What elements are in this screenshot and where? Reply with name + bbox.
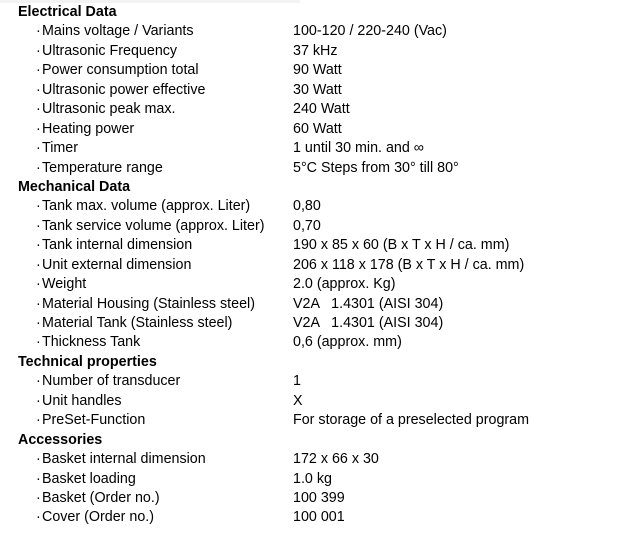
spec-sheet <box>0 3 629 528</box>
spec-row <box>0 275 629 294</box>
spec-value: For storage of a preselected program <box>293 412 530 429</box>
spec-label: PreSet-Function <box>42 412 146 429</box>
spec-row <box>0 411 629 430</box>
bullet-icon: · <box>36 159 41 176</box>
spec-value: 1.0 kg <box>293 470 332 487</box>
bullet-icon: · <box>36 101 41 118</box>
spec-value: 37 kHz <box>293 42 338 59</box>
spec-row <box>0 314 629 333</box>
spec-value: 100 001 <box>293 509 345 526</box>
spec-value: 206 x 118 x 178 (B x T x H / ca. mm) <box>293 256 525 273</box>
bullet-icon: · <box>36 509 41 526</box>
bullet-icon: · <box>36 489 41 506</box>
spec-label: Basket internal dimension <box>42 451 206 468</box>
spec-row <box>0 256 629 275</box>
spec-value: 1 until 30 min. and ∞ <box>293 140 424 157</box>
spec-label: Thickness Tank <box>42 334 141 351</box>
spec-label: Cover (Order no.) <box>42 509 155 526</box>
spec-row <box>0 508 629 527</box>
spec-value: 2.0 (approx. Kg) <box>293 276 396 293</box>
bullet-icon: · <box>36 42 41 59</box>
bullet-icon: · <box>36 295 41 312</box>
spec-label: Heating power <box>42 120 135 137</box>
spec-label: Basket (Order no.) <box>42 489 160 506</box>
spec-label: Basket loading <box>42 470 136 487</box>
spec-row <box>0 159 629 178</box>
spec-value: 0,70 <box>293 217 321 234</box>
spec-label: Mains voltage / Variants <box>42 23 194 40</box>
bullet-icon: · <box>36 334 41 351</box>
bullet-icon: · <box>36 81 41 98</box>
spec-label: Number of transducer <box>42 373 181 390</box>
spec-label: Ultrasonic power effective <box>42 81 206 98</box>
spec-label: Weight <box>42 276 87 293</box>
spec-row <box>0 197 629 216</box>
spec-value: V2A 1.4301 (AISI 304) <box>293 295 444 312</box>
spec-row <box>0 61 629 80</box>
section-title-technical: Technical properties <box>18 353 157 370</box>
bullet-icon: · <box>36 256 41 273</box>
spec-value: 100 399 <box>293 489 345 506</box>
spec-value: 5°C Steps from 30° till 80° <box>293 159 459 176</box>
section-title-accessories: Accessories <box>18 431 103 448</box>
bullet-icon: · <box>36 62 41 79</box>
spec-row <box>0 139 629 158</box>
spec-value: X <box>293 392 303 409</box>
spec-label: Timer <box>42 140 79 157</box>
spec-label: Tank max. volume (approx. Liter) <box>42 198 251 215</box>
spec-value: 90 Watt <box>293 62 342 79</box>
spec-row <box>0 22 629 41</box>
spec-row <box>0 392 629 411</box>
section-title-mechanical: Mechanical Data <box>18 178 131 195</box>
bullet-icon: · <box>36 315 41 331</box>
spec-row <box>0 450 629 469</box>
spec-row <box>0 217 629 236</box>
spec-row <box>0 470 629 489</box>
spec-label: Tank internal dimension <box>42 237 193 254</box>
spec-label: Material Housing (Stainless steel) <box>42 295 255 312</box>
spec-label: Ultrasonic peak max. <box>42 101 176 118</box>
spec-label: Unit handles <box>42 392 122 409</box>
section-title-electrical: Electrical Data <box>18 4 117 20</box>
spec-row <box>0 372 629 391</box>
spec-label: Temperature range <box>42 159 163 176</box>
bullet-icon: · <box>36 237 41 254</box>
spec-row <box>0 120 629 139</box>
spec-row <box>0 42 629 61</box>
spec-value: 60 Watt <box>293 120 342 137</box>
bullet-icon: · <box>36 412 41 429</box>
spec-value: 190 x 85 x 60 (B x T x H / ca. mm) <box>293 237 510 254</box>
spec-row <box>0 295 629 314</box>
spec-row <box>0 81 629 100</box>
bullet-icon: · <box>36 470 41 487</box>
spec-value: 100-120 / 220-240 (Vac) <box>293 23 447 40</box>
bullet-icon: · <box>36 140 41 157</box>
spec-value: V2A 1.4301 (AISI 304) <box>293 315 444 331</box>
spec-label: Tank service volume (approx. Liter) <box>42 217 265 234</box>
bullet-icon: · <box>36 373 41 390</box>
bullet-icon: · <box>36 217 41 234</box>
spec-value: 240 Watt <box>293 101 350 118</box>
spec-value: 1 <box>293 373 301 390</box>
bullet-icon: · <box>36 120 41 137</box>
spec-row <box>0 236 629 255</box>
bullet-icon: · <box>36 276 41 293</box>
spec-row <box>0 489 629 508</box>
spec-label: Power consumption total <box>42 62 199 79</box>
spec-value: 30 Watt <box>293 81 342 98</box>
spec-value: 0,80 <box>293 198 321 215</box>
spec-value: 172 x 66 x 30 <box>293 451 379 468</box>
spec-label: Material Tank (Stainless steel) <box>42 315 233 331</box>
bullet-icon: · <box>36 451 41 468</box>
spec-value: 0,6 (approx. mm) <box>293 334 402 351</box>
bullet-icon: · <box>36 392 41 409</box>
bullet-icon: · <box>36 23 41 40</box>
bullet-icon: · <box>36 198 41 215</box>
spec-label: Unit external dimension <box>42 256 192 273</box>
spec-row <box>0 100 629 119</box>
spec-label: Ultrasonic Frequency <box>42 42 178 59</box>
spec-row <box>0 333 629 352</box>
